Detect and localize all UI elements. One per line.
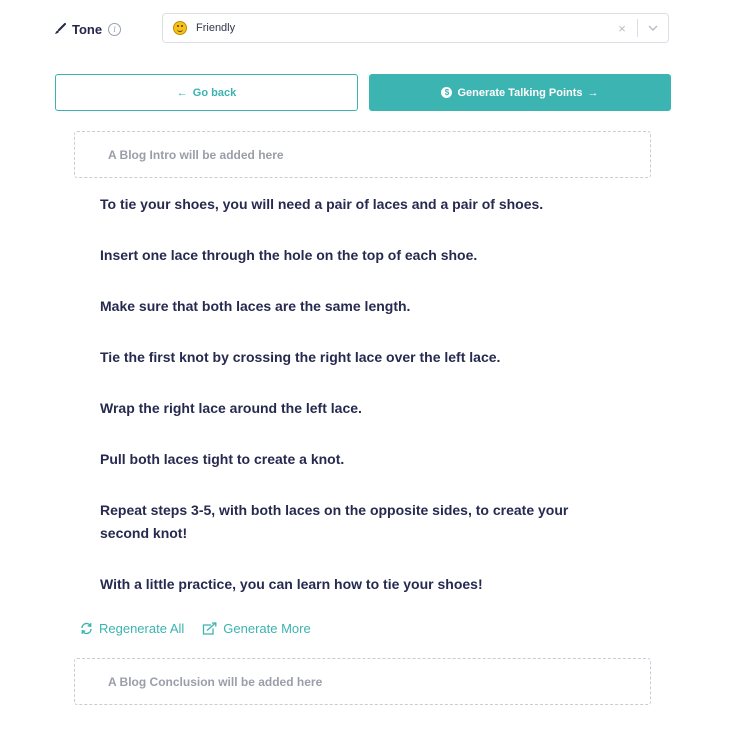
talking-point[interactable]: Make sure that both laces are the same length. [100, 298, 411, 314]
brush-icon [54, 23, 66, 35]
talking-point[interactable]: Repeat steps 3-5, with both laces on the opposite sides, to create your second knot! [100, 502, 569, 541]
refresh-icon [80, 622, 93, 635]
go-back-button[interactable] [55, 74, 358, 111]
talking-point[interactable]: Tie the first knot by crossing the right lace over the left lace. [100, 349, 501, 365]
talking-point[interactable]: Insert one lace through the hole on the top of each shoe. [100, 247, 478, 263]
blog-conclusion-placeholder [74, 658, 651, 705]
regenerate-all-label: Regenerate All [99, 620, 185, 636]
generate-more-label: Generate More [223, 620, 311, 636]
arrow-left-icon: ← [176, 86, 188, 99]
regenerate-all-button[interactable] [80, 621, 184, 636]
info-icon[interactable]: i [108, 23, 121, 36]
chevron-down-icon[interactable] [638, 25, 668, 31]
talking-point[interactable]: With a little practice, you can learn how to tie your shoes! [100, 576, 483, 592]
tone-select[interactable] [162, 13, 669, 43]
clear-icon[interactable]: × [618, 20, 626, 36]
talking-points-actions [80, 619, 311, 637]
coin-icon: $ [441, 87, 452, 98]
external-edit-icon [202, 622, 217, 635]
tone-label-group [54, 19, 121, 39]
talking-point[interactable]: To tie your shoes, you will need a pair of laces and a pair of shoes. [100, 196, 544, 212]
generate-more-button[interactable] [202, 621, 310, 636]
talking-point[interactable]: Pull both laces tight to create a knot. [100, 451, 345, 467]
generate-talking-points-label: Generate Talking Points [457, 86, 583, 99]
generate-talking-points-button[interactable] [369, 74, 671, 111]
smiley-emoji-icon [173, 21, 187, 35]
tone-label: Tone [72, 21, 103, 37]
blog-intro-placeholder [74, 131, 651, 178]
talking-point[interactable]: Wrap the right lace around the left lace. [100, 400, 362, 416]
blog-intro-placeholder-text: A Blog Intro will be added here [108, 147, 284, 162]
go-back-label: Go back [192, 86, 237, 99]
blog-conclusion-placeholder-text: A Blog Conclusion will be added here [108, 674, 323, 689]
talking-points-list [100, 193, 600, 596]
arrow-right-icon: → [587, 86, 599, 99]
tone-selected-value: Friendly [196, 22, 236, 34]
